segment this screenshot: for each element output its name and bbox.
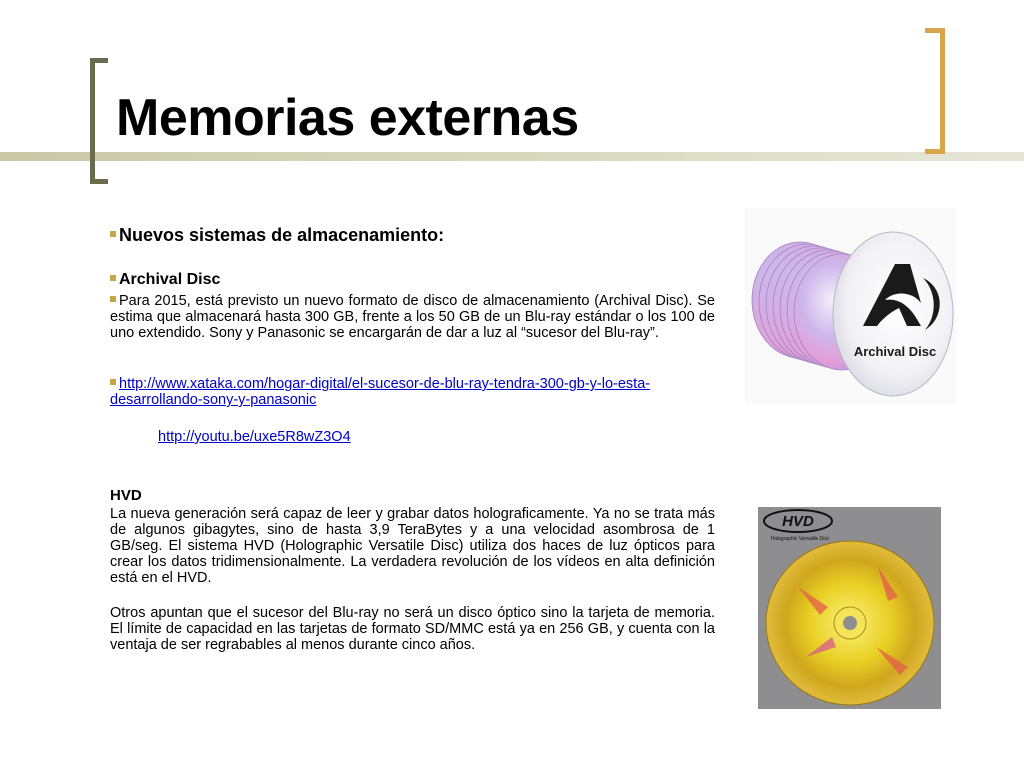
slide-title: Memorias externas	[116, 89, 579, 147]
bullet-icon	[110, 275, 116, 281]
hvd-disc-hole	[843, 616, 857, 630]
xataka-link-item	[110, 376, 730, 408]
youtube-link-item	[158, 429, 351, 445]
hvd-heading: HVD	[110, 487, 142, 504]
youtube-link[interactable]: http://youtu.be/uxe5R8wZ3O4	[158, 429, 351, 445]
title-bracket-right	[925, 28, 945, 154]
archival-heading	[110, 271, 220, 289]
hvd-paragraph-1: La nueva generación será capaz de leer y grabar datos holograficamente. Ya no se trata más de algunos gibagytes, sino de hasta 3,9 TeraBytes y a una velocidad asombrosa de 1 GB/seg. El sistema HVD (Holographic Versatile Disc) utiliza dos haces de luz ópticos para crear los datos tridimensionalmente. La verdadera revolución de los vídeos en alta definición está en el HVD.	[110, 506, 715, 586]
archival-paragraph-text: Para 2015, está previsto un nuevo formato de disco de almacenamiento (Archival Disc). Se estima que almacenará hasta 300 GB, frente a los 50 GB de un Blu-ray estándar o los 100 de uno extendido. Sony y Panasonic se encargarán de dar a luz al “sucesor del Blu-ray”.	[110, 293, 715, 341]
archival-heading-text: Archival Disc	[119, 271, 221, 288]
bullet-icon	[110, 379, 116, 385]
title-underline-bar	[0, 152, 1024, 161]
hvd-logo-subtext: Holographic Versatile Disc	[770, 536, 830, 542]
hvd-disc-graphic	[758, 507, 941, 709]
archival-paragraph	[110, 293, 715, 341]
archival-disc-image	[745, 208, 956, 404]
xataka-link[interactable]: http://www.xataka.com/hogar-digital/el-sucesor-de-blu-ray-tendra-300-gb-y-lo-esta-desarrollando-sony-y-panasonic	[110, 376, 651, 408]
archival-disc-image-label: Archival Disc	[853, 344, 937, 359]
archival-disc-graphic	[745, 208, 956, 404]
title-bracket-left	[90, 58, 108, 184]
bullet-icon	[110, 231, 116, 237]
hvd-logo-text: HVD	[782, 513, 814, 530]
section-heading	[110, 225, 444, 246]
section-heading-text: Nuevos sistemas de almacenamiento:	[119, 225, 445, 245]
hvd-logo-icon	[764, 510, 832, 542]
bullet-icon	[110, 296, 116, 302]
hvd-disc-image	[758, 507, 941, 709]
hvd-paragraph-2: Otros apuntan que el sucesor del Blu-ray no será un disco óptico sino la tarjeta de memoria. El límite de capacidad en las tarjetas de formato SD/MMC está ya en 256 GB, y cuenta con la ventaja de ser regrabables al menos durante cinco años.	[110, 605, 715, 653]
